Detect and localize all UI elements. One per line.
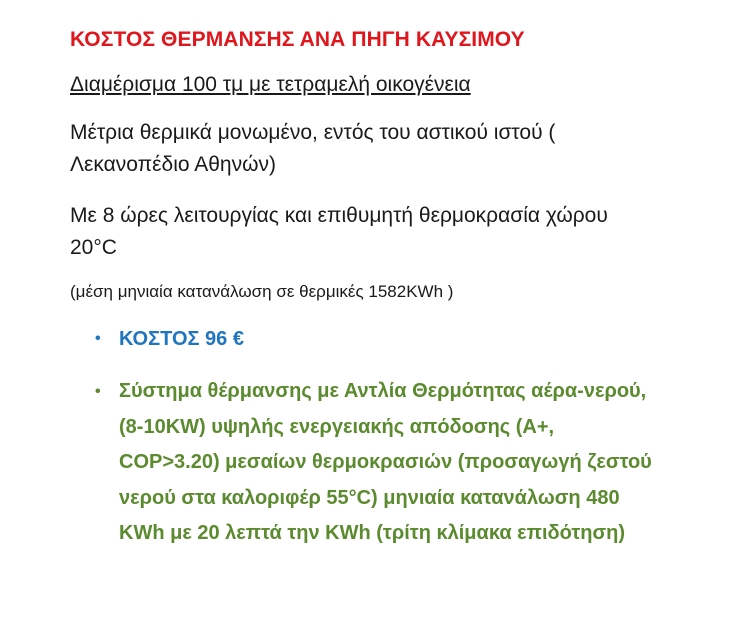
cost-bullet-text: ΚΟΣΤΟΣ 96 € [119,328,244,350]
slide-subtitle: Διαμέρισμα 100 τμ με τετραμελή οικογένεια [70,73,471,96]
bullet-dot-icon: • [95,383,101,400]
bullet-list [95,322,655,552]
system-bullet [95,374,655,552]
slide-title: ΚΟΣΤΟΣ ΘΕΡΜΑΝΣΗΣ ΑΝΑ ΠΗΓΗ ΚΑΥΣΙΜΟΥ [70,28,525,51]
insulation-paragraph: Μέτρια θερμικά μονωμένο, εντός του αστικού ιστού ( Λεκανοπέδιο Αθηνών) [70,121,556,176]
consumption-note: (μέση μηνιαία κατανάλωση σε θερμικές 1582KWh ) [70,282,454,301]
cost-bullet [95,322,655,356]
system-bullet-text: Σύστημα θέρμανσης με Αντλία Θερμότητας αέρα-νερού, (8-10KW) υψηλής ενεργειακής απόδοσης (Α+, COP>3.20) μεσαίων θερμοκρασιών (προσαγωγή ζεστού νερού στα καλοριφέρ 55°C) μηνιαία κατανάλωση 480 KWh με 20 λεπτά την KWh (τρίτη κλίμακα επιδότηση) [119,380,652,544]
bullet-dot-icon: • [95,330,101,347]
operation-paragraph: Με 8 ώρες λειτουργίας και επιθυμητή θερμοκρασία χώρου 20°C [70,204,608,259]
